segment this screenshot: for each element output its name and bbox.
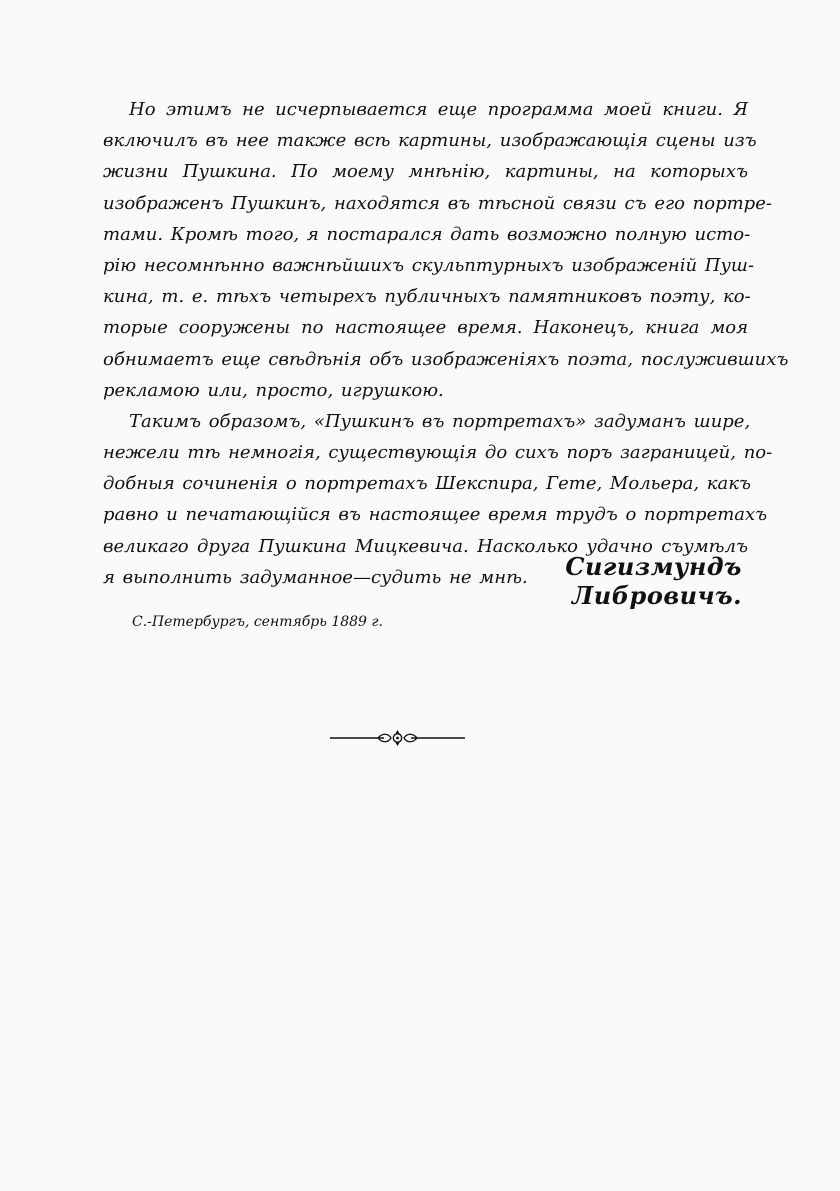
text-line: Но этимъ не исчерпывается еще программа моей книги. Я	[129, 99, 748, 120]
text-line: жизни Пушкина. По моему мнѣнію, картины, на которыхъ	[103, 161, 748, 183]
text-line: Такимъ образомъ, «Пушкинъ въ портретахъ» задуманъ шире,	[129, 410, 751, 432]
text-line: включилъ въ нее также всѣ картины, изображающія сцены изъ	[103, 130, 757, 152]
text-line: изображенъ Пушкинъ, находятся въ тѣсной связи съ его портре-	[103, 192, 772, 214]
text-line: рію несомнѣнно важнѣйшихъ скульптурныхъ изображеній Пуш-	[103, 254, 755, 276]
text-line: равно и печатающійся въ настоящее время трудъ о портретахъ	[103, 504, 768, 526]
preface-text	[103, 94, 789, 593]
text-line: великаго друга Пушкина Мицкевича. Насколько удачно съумѣлъ	[103, 535, 748, 557]
text-line: обнимаетъ еще свѣдѣнія объ изображеніяхъ поэта, послужившихъ	[103, 348, 789, 370]
text-line: торые сооружены по настоящее время. Наконецъ, книга моя	[103, 317, 748, 339]
ornament-divider-icon	[330, 727, 465, 749]
text-line: кина, т. е. тѣхъ четырехъ публичныхъ памятниковъ поэту, ко-	[103, 286, 751, 308]
place-date: С.-Петербургъ, сентябрь 1889 г.	[132, 614, 383, 630]
text-line: рекламою или, просто, игрушкою.	[103, 379, 444, 401]
text-line: нежели тѣ немногія, существующія до сихъ поръ заграницей, по-	[103, 442, 773, 464]
text-line: я выполнить задуманное—судить не мнѣ.	[103, 566, 528, 588]
text-line: тами. Кромѣ того, я постарался дать возможно полную исто-	[103, 223, 751, 245]
text-line: добныя сочиненія о портретахъ Шекспира, Гете, Мольера, какъ	[103, 473, 752, 495]
author-signature: Сигизмундъ Либровичъ.	[565, 552, 742, 610]
